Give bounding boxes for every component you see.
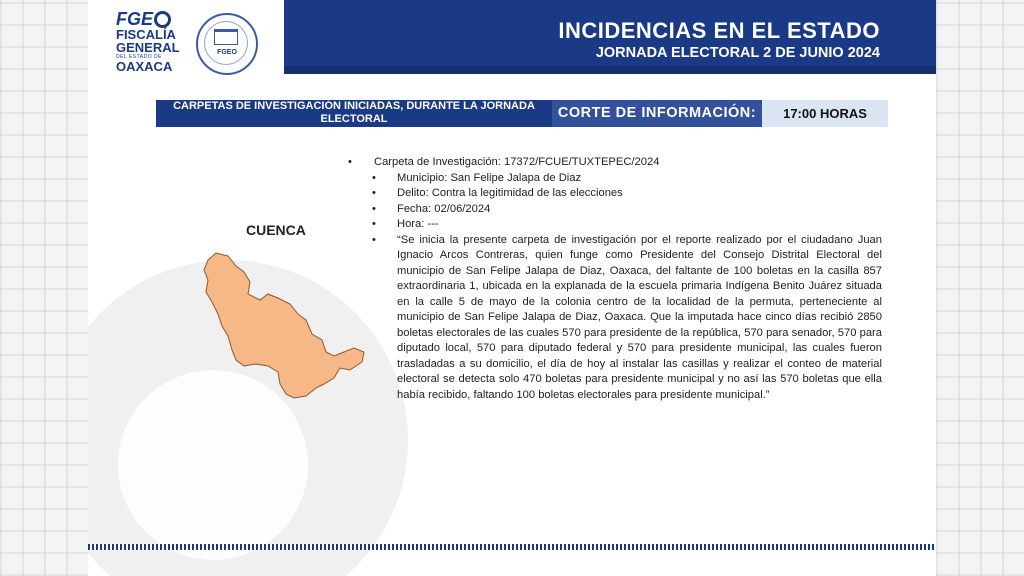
sub-bullet: • — [372, 233, 376, 246]
hora-item — [346, 217, 882, 233]
cuenca-region-shape — [204, 253, 364, 398]
logo-word-text: FGE — [116, 9, 154, 29]
case-folder-item — [346, 155, 882, 171]
left-background-pattern — [0, 0, 88, 576]
municipio-item — [346, 171, 882, 187]
region-label: CUENCA — [246, 222, 306, 238]
carpetas-heading: CARPETAS DE INVESTIGACIÓN INICIADAS, DURANTE LA JORNADA ELECTORAL — [156, 100, 552, 127]
slide — [88, 0, 936, 576]
institutional-seal-icon — [196, 13, 258, 75]
municipio-text: Municipio: San Felipe Jalapa de Diaz — [397, 171, 582, 184]
corte-label: CORTE DE INFORMACIÓN: — [552, 100, 762, 127]
corte-time: 17:00 HORAS — [762, 100, 888, 127]
sub-bullet: • — [372, 187, 376, 199]
page-subtitle: JORNADA ELECTORAL 2 DE JUNIO 2024 — [595, 45, 880, 61]
delito-text: Delito: Contra la legitimidad de las elecciones — [397, 187, 623, 199]
fecha-item — [346, 202, 882, 218]
sub-bullet: • — [372, 218, 376, 230]
bullet: • — [348, 156, 352, 168]
logo-ring-icon — [154, 11, 171, 28]
sub-bullet: • — [372, 171, 376, 184]
logo-small-text: DEL ESTADO DE — [116, 54, 162, 60]
logo-line-fiscalia: FISCALÍA — [116, 27, 176, 42]
fecha-text: Fecha: 02/06/2024 — [397, 202, 491, 215]
seal-building-icon — [214, 29, 238, 45]
fgeo-logo — [116, 10, 186, 73]
right-background-pattern — [936, 0, 1024, 576]
logo-wordmark — [116, 10, 186, 28]
page-title: INCIDENCIAS EN EL ESTADO — [558, 18, 880, 43]
logo-line-general: GENERAL — [116, 40, 180, 55]
hora-text: Hora: --- — [397, 218, 439, 230]
header-accent-stripe — [284, 66, 936, 74]
case-folder-number: Carpeta de Investigación: 17372/FCUE/TUXTEPEC/2024 — [374, 156, 660, 168]
case-details — [346, 155, 882, 403]
logo-line-oaxaca: OAXACA — [116, 59, 173, 74]
delito-item — [346, 186, 882, 202]
sub-bullet: • — [372, 202, 376, 215]
descripcion-item — [346, 233, 882, 404]
seal-text: FGEO — [217, 49, 237, 56]
descripcion-text: “Se inicia la presente carpeta de investigación por el reporte realizado por el ciudadano Juan Ignacio Arcos Contreras, quien funge como Presidente del Consejo Distrital Electoral del municipio de San Felipe Jalapa de Diaz, Oaxaca, del faltante de 100 boletas en la casilla 857 extraordinaria 1, ubicada en la explanada de la escuela primaria Indígena Benito Juárez situada en la calle 5 de mayo de la colonia centro de la localidad de la permuta, perteneciente al municipio de San Felipe Jalapa de Diaz, Oaxaca. Que la imputada hace cinco días recibió 2850 boletas electorales de las cuales 570 para presidente de la república, 570 para senador, 570 para diputado local, 570 para diputado federal y 570 para presidente municipal, las cuales fueron trasladadas a su domicilio, el día de hoy al instalar las casillas y realizar el conteo de material electoral se detecta solo 470 boletas para presidente municipal y no así las 570 boletas que ella había recibido, faltando 100 boletas electorales para presidente municipal.” — [397, 233, 882, 401]
footer-dashed-line — [88, 544, 936, 550]
